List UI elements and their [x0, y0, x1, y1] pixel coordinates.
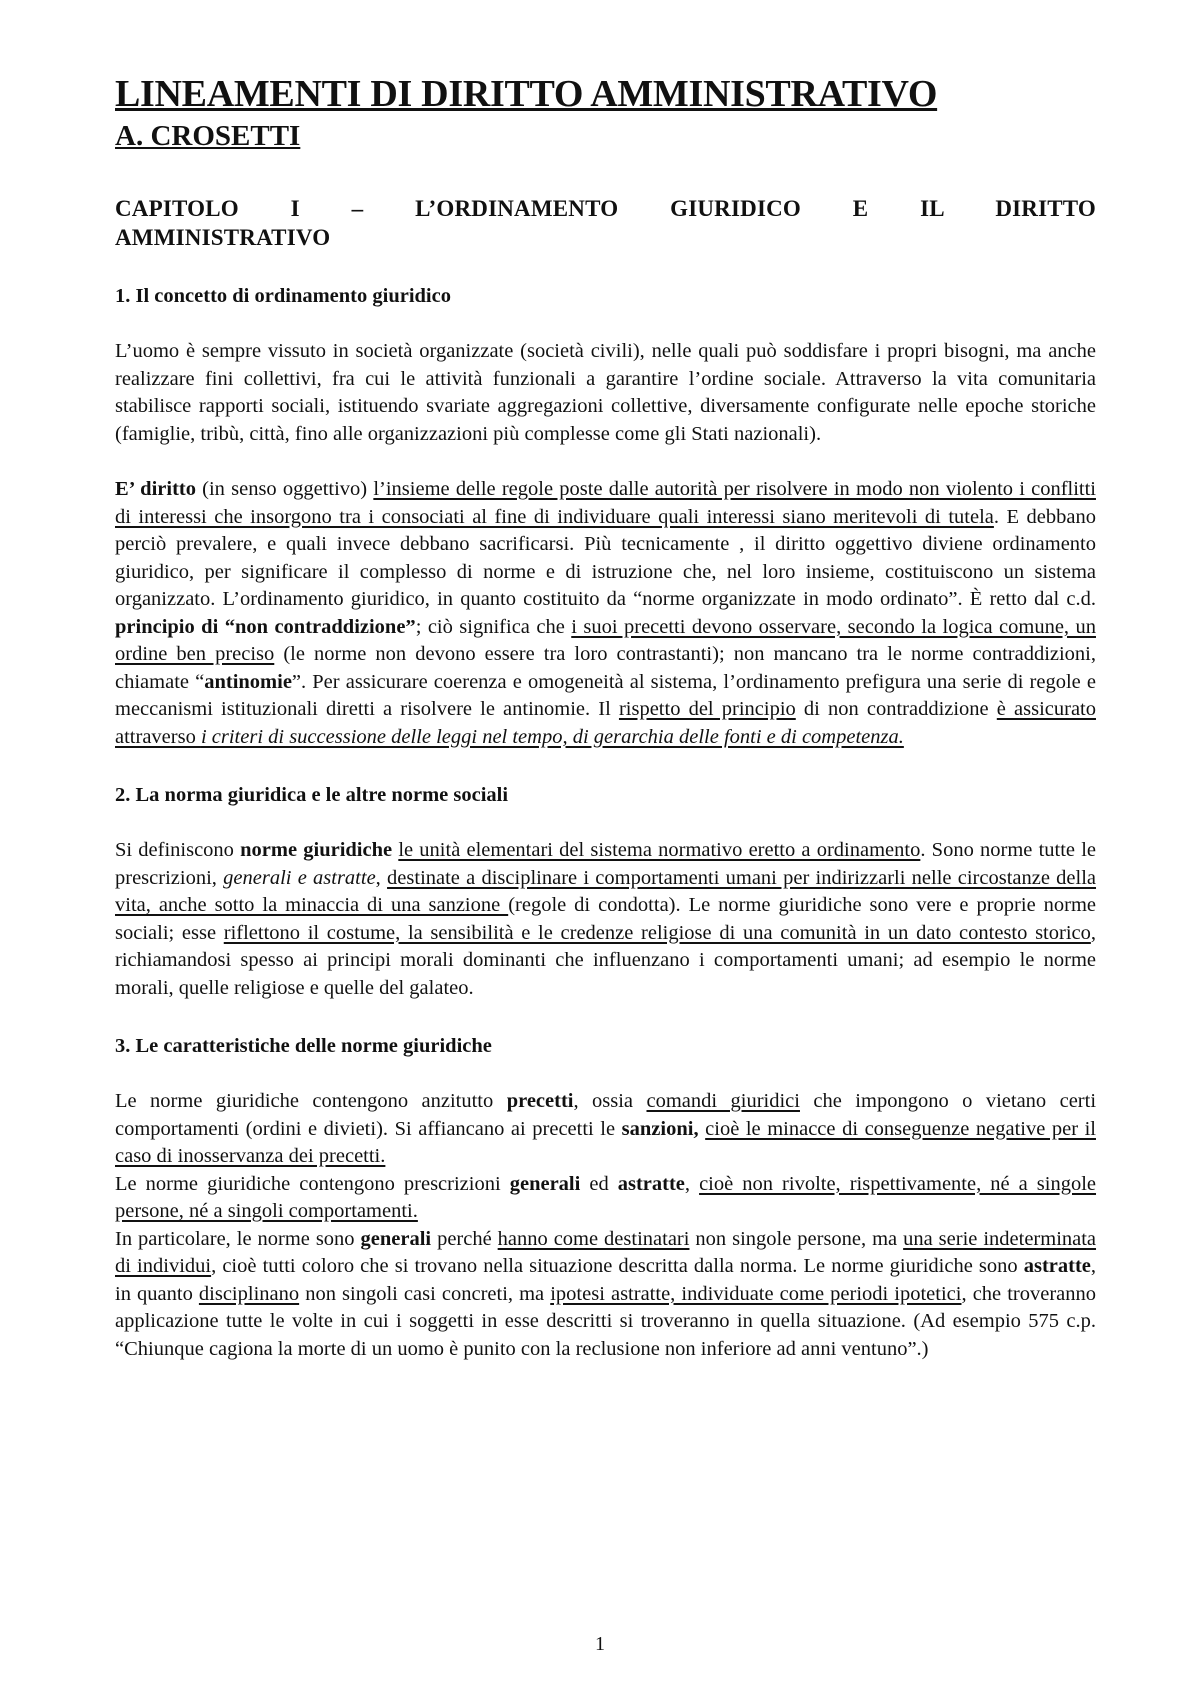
section-3-paragraph-3: [115, 1226, 1096, 1364]
bold-text: astratte: [1023, 1255, 1091, 1277]
underlined-text: i suoi precetti devono osservare, secondo la logica comune, un ordine ben preciso: [115, 615, 1096, 665]
bold-text: sanzioni,: [621, 1117, 699, 1140]
text-run: perché: [431, 1227, 498, 1250]
document-title: LINEAMENTI DI DIRITTO AMMINISTRATIVO: [115, 73, 938, 115]
text-run: ; ciò significa che: [415, 615, 572, 638]
chapter-heading: [115, 194, 1096, 252]
section-3-paragraph-2: [115, 1171, 1096, 1226]
text-run: ”. Per assicurare coerenza e omogeneità al sistema, l’ordinamento prefigura una serie di regole e meccanismi istituzionali diretti a risolvere le antinomie. Il: [115, 670, 1096, 720]
bold-text: generali: [360, 1227, 432, 1250]
underlined-text: riflettono il costume, la sensibilità e le credenze religiose di una comunità in un dato contesto storico: [223, 921, 1091, 944]
text-run: non singoli casi concreti, ma: [299, 1282, 551, 1305]
underlined-text: comandi giuridici: [646, 1090, 800, 1112]
section-2-paragraph-1: [115, 837, 1096, 1002]
text-run: Le norme giuridiche contengono prescrizioni: [115, 1172, 510, 1195]
text-run: , in quanto: [115, 1255, 1097, 1305]
text-run: non singole persone, ma: [689, 1227, 904, 1250]
page-number: 1: [595, 1633, 605, 1655]
text-run: (le norme non devono essere tra loro contrastanti); non mancano tra le norme contraddizioni, chiamate “: [115, 643, 1097, 693]
text-run: . Sono norme tutte le prescrizioni,: [115, 839, 1097, 889]
text-run: (in senso oggettivo): [195, 478, 374, 500]
section-1-heading: 1. Il concetto di ordinamento giuridico: [115, 285, 451, 307]
underlined-text: è assicurato attraverso: [115, 698, 1096, 748]
text-run: (regole di condotta). Le norme giuridiche sono vere e proprie norme sociali; esse: [115, 894, 1096, 944]
section-3-paragraph-1: [115, 1088, 1096, 1171]
underlined-text: una serie indeterminata di individui: [115, 1227, 1097, 1277]
underlined-text: destinate a disciplinare i comportamenti umani per indirizzarli nelle circostanze della vita, anche sotto la minaccia di una sanzione: [115, 866, 1097, 916]
underlined-text: rispetto del principio: [618, 698, 796, 720]
bold-text: precetti: [506, 1090, 574, 1112]
chapter-heading-line-2: AMMINISTRATIVO: [115, 225, 331, 250]
underlined-text: l’insieme delle regole poste dalle autorità per risolvere in modo non violento i conflitti di interessi che insorgono tra i consociati al fine di individuare quali interessi siano meritevoli di tutela: [115, 478, 1096, 528]
bold-text: astratte: [617, 1172, 685, 1195]
section-2-heading: 2. La norma giuridica e le altre norme sociali: [115, 784, 509, 806]
bold-text: principio di “non contraddizione”: [115, 615, 416, 638]
chapter-heading-line-1: CAPITOLO I – L’ORDINAMENTO GIURIDICO E IL DIRITTO: [115, 196, 1096, 221]
text-run: ,: [375, 866, 388, 889]
text-run: E’ diritto: [115, 478, 196, 500]
bold-text: antinomie: [204, 670, 292, 693]
text-run: ed: [580, 1172, 618, 1195]
underlined-italic-text: i criteri di successione delle leggi nel tempo, di gerarchia delle fonti e di competenza.: [200, 725, 904, 748]
underlined-text: ipotesi astratte, individuate come periodi ipotetici: [550, 1282, 962, 1305]
underlined-text: hanno come destinatari: [497, 1227, 690, 1250]
bold-text: generali: [509, 1172, 581, 1195]
underlined-text: cioè le minacce di conseguenze negative per il caso di inosservanza dei precetti.: [115, 1117, 1096, 1167]
text-run: Le norme giuridiche contengono anzitutto: [115, 1090, 507, 1112]
text-run: , che troveranno applicazione tutte le volte in cui i soggetti in esse descritti si troveranno in quella situazione. (Ad esempio 575 c.p. “Chiunque cagiona la morte di un uomo è punito con la reclusione non inferiore ad anni ventuno”.): [115, 1282, 1097, 1360]
section-1-paragraph-2: [115, 476, 1096, 751]
section-1-paragraph-1: L’uomo è sempre vissuto in società organizzate (società civili), nelle quali può soddisfare i propri bisogni, ma anche realizzare fini collettivi, fra cui le attività funzionali a garantire l’ordine sociale. Attraverso la vita comunitaria stabilisce rapporti sociali, istituendo svariate aggregazioni collettive, diversamente configurate nelle epoche storiche (famiglie, tribù, città, fino alle organizzazioni più complesse come gli Stati nazionali).: [115, 340, 1096, 445]
section-3-heading: 3. Le caratteristiche delle norme giuridiche: [115, 1035, 492, 1057]
italic-text: generali e astratte: [223, 866, 376, 889]
text-run: Si definiscono: [115, 839, 241, 861]
underlined-text: le unità elementari del sistema normativo eretto a ordinamento: [398, 839, 921, 861]
text-run: . E debbano perciò prevalere, e quali invece debbano sacrificarsi. Più tecnicamente , il diritto oggettivo diviene ordinamento giuridico, per significare il complesso di norme e di istruzione che, nel loro insieme, costituiscono un sistema organizzato. L’ordinamento giuridico, in quanto costituito da “norme organizzate in modo ordinato”. È retto dal c.d.: [115, 505, 1096, 610]
text-run: ,: [684, 1172, 700, 1195]
text-run: In particolare, le norme sono: [115, 1227, 361, 1250]
text-run: di non contraddizione: [795, 698, 997, 720]
text-run: , richiamandosi spesso ai principi morali dominanti che influenzano i comportamenti umani; ad esempio le norme morali, quelle religiose e quelle del galateo.: [115, 921, 1096, 999]
underlined-text: cioè non rivolte, rispettivamente, né a singole persone, né a singoli comportamenti.: [115, 1172, 1097, 1222]
text-run: , cioè tutti coloro che si trovano nella situazione descritta dalla norma. Le norme giuridiche sono: [211, 1255, 1024, 1277]
text-run: che impongono o vietano certi comportamenti (ordini e divieti). Si affiancano ai precetti le: [115, 1090, 1097, 1140]
underlined-text: disciplinano: [198, 1282, 300, 1305]
bold-text: norme giuridiche: [240, 839, 393, 861]
text-run: , ossia: [573, 1090, 647, 1112]
document-author: A. CROSETTI: [115, 120, 301, 152]
